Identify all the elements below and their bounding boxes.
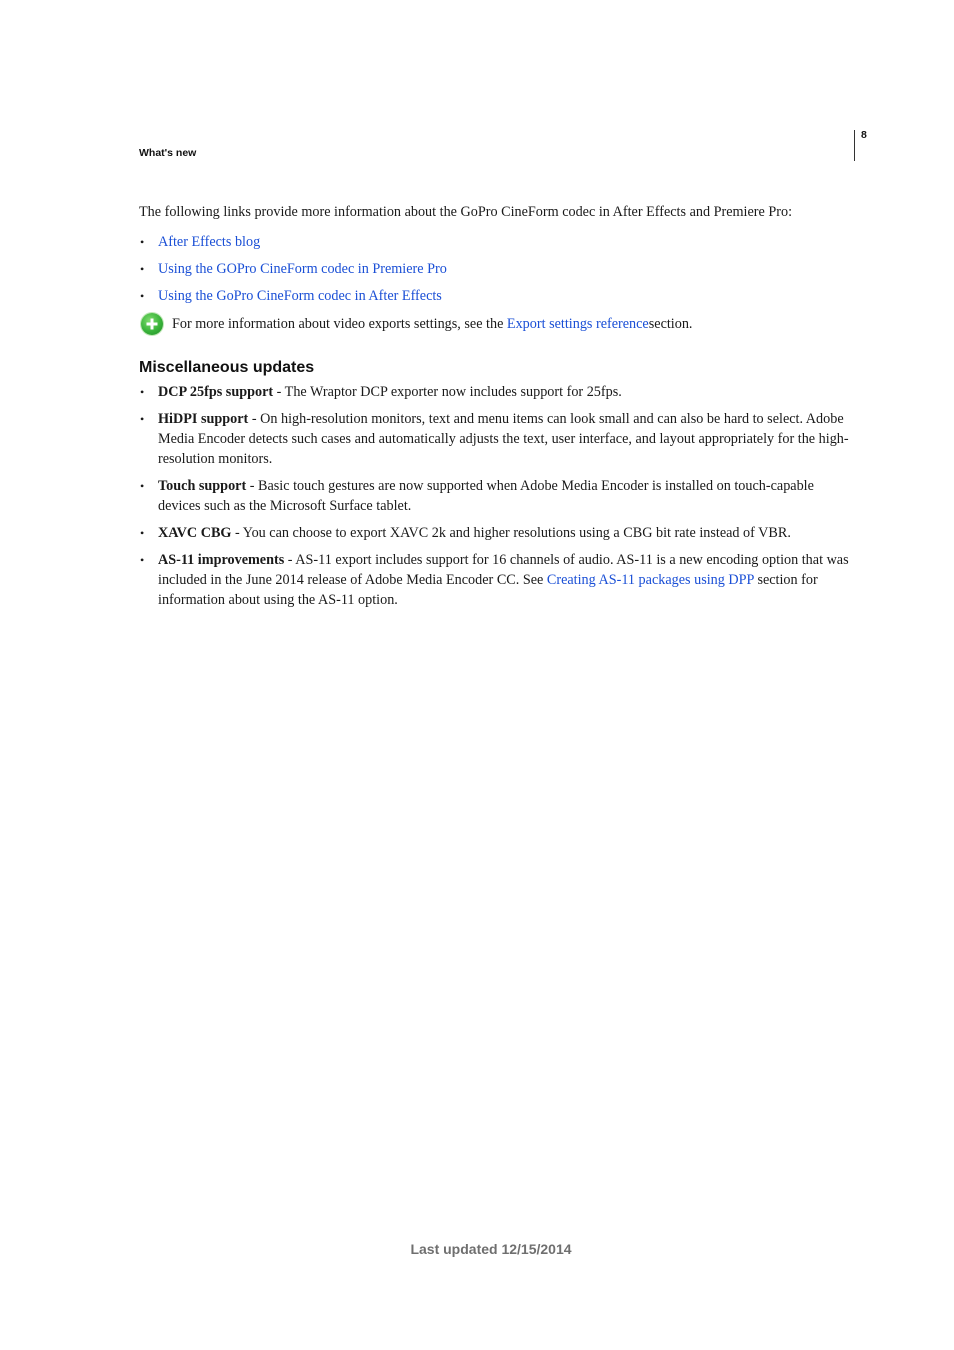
- link-after-effects-blog[interactable]: After Effects blog: [158, 234, 261, 250]
- item-term: Touch support: [158, 478, 247, 494]
- item-term: HiDPI support: [158, 411, 249, 427]
- list-item: [139, 476, 851, 516]
- list-item: [139, 382, 851, 402]
- item-text: - AS-11 export includes support for 16 channels of audio. AS-11 is a new encoding option that was included in the June 2014 release of Adobe Media Encoder CC. See: [158, 552, 849, 588]
- link-creating-as11-packages[interactable]: Creating AS-11 packages using DPP: [546, 572, 754, 588]
- list-item: [139, 232, 851, 252]
- intro-paragraph: The following links provide more information about the GoPro CineForm codec in After Effects and Premiere Pro:: [139, 204, 793, 220]
- list-item: [139, 523, 851, 543]
- misc-updates-list: [139, 382, 851, 610]
- item-text: - You can choose to export XAVC 2k and higher resolutions using a CBG bit rate instead of VBR.: [231, 525, 791, 541]
- item-term: XAVC CBG: [158, 525, 232, 541]
- item-text: - Basic touch gestures are now supported when Adobe Media Encoder is installed on touch-capable devices such as the Microsoft Surface tablet.: [158, 478, 814, 514]
- tip-note: [139, 314, 851, 334]
- list-item: [139, 550, 851, 610]
- link-cineform-after-effects[interactable]: Using the GoPro CineForm codec in After Effects: [158, 288, 442, 304]
- link-list: [139, 232, 851, 306]
- section-heading: Miscellaneous updates: [139, 359, 315, 376]
- list-item: [139, 409, 851, 469]
- page-number: 8: [861, 129, 867, 141]
- plus-circle-icon: [141, 313, 163, 335]
- main-content: [139, 202, 851, 617]
- list-item: [139, 286, 851, 306]
- link-cineform-premiere-pro[interactable]: Using the GOPro CineForm codec in Premiere Pro: [158, 261, 447, 277]
- item-term: AS-11 improvements: [158, 552, 285, 568]
- running-header: What's new: [139, 147, 197, 159]
- item-term: DCP 25fps support: [158, 384, 274, 400]
- tip-text-after: section.: [648, 316, 693, 332]
- link-export-settings-reference[interactable]: Export settings reference: [506, 316, 649, 332]
- item-text: - The Wraptor DCP exporter now includes support for 25fps.: [273, 384, 622, 400]
- item-text: - On high-resolution monitors, text and menu items can look small and can also be hard to select. Adobe Media Encoder detects such cases and automatically adjusts the text, user interface, and layout appropriately for the high-resolution monitors.: [158, 411, 849, 467]
- item-text-after: section for information about using the AS-11 option.: [158, 572, 818, 608]
- list-item: [139, 259, 851, 279]
- tip-text-before: For more information about video exports settings, see the: [172, 316, 507, 332]
- footer-last-updated: Last updated 12/15/2014: [410, 1241, 572, 1257]
- page-number-rule: [854, 130, 855, 161]
